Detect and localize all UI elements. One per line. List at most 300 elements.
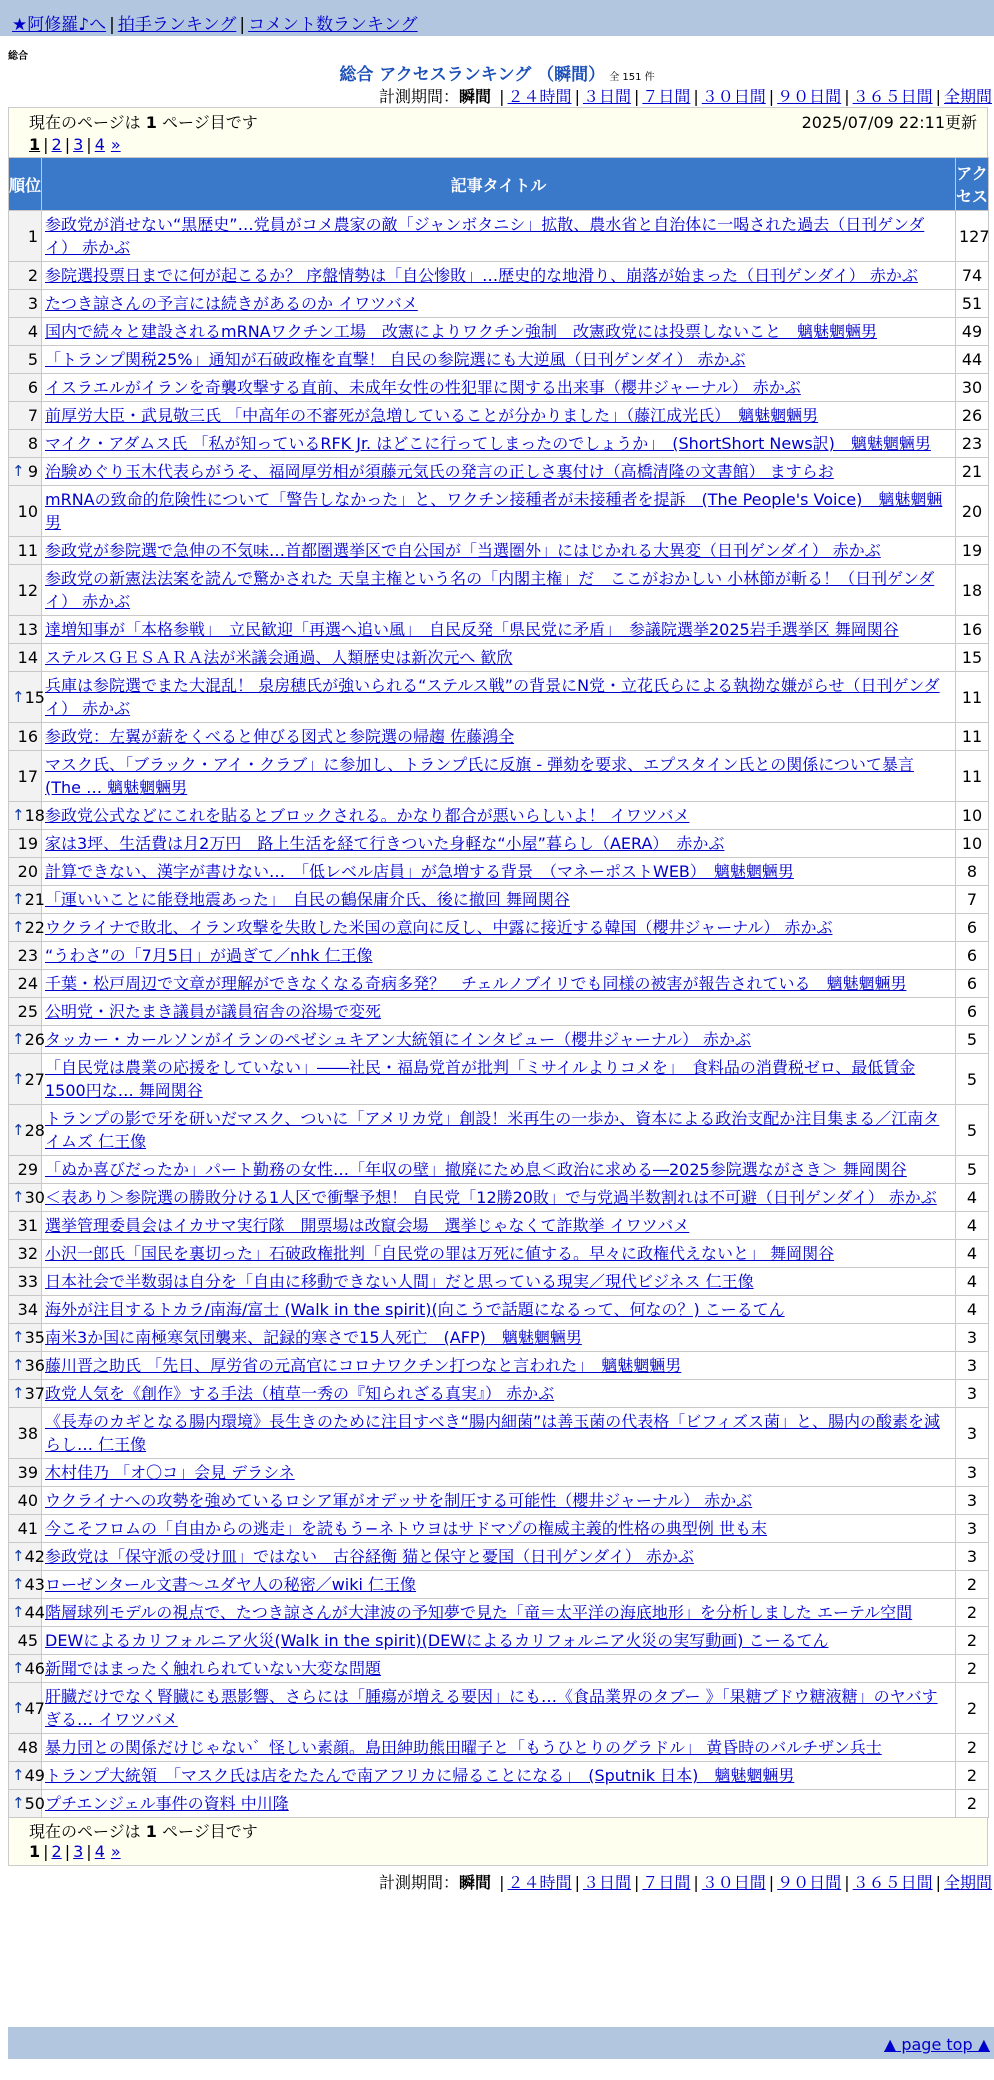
access-count: 4 bbox=[956, 1240, 989, 1268]
rank-number: 29 bbox=[17, 1160, 38, 1179]
arrow-up-icon: ↑ bbox=[12, 687, 25, 706]
rank-cell bbox=[9, 565, 42, 616]
article-link[interactable]: “うわさ”の「7月5日」が過ぎて／nhk 仁王像 bbox=[45, 946, 373, 965]
rank-cell bbox=[9, 751, 42, 802]
table-row bbox=[9, 1599, 989, 1627]
article-link[interactable]: ステルスＧＥＳＡＲＡ法が米議会通過、人類歴史は新次元へ 歓欣 bbox=[45, 648, 513, 667]
period-selector bbox=[0, 84, 994, 107]
access-count: 23 bbox=[956, 430, 989, 458]
article-link[interactable]: 参政党の新憲法法案を読んで驚かされた 天皇主権という名の「内閣主権」だ ここがおかしい 小林節が斬る！（日刊ゲンダイ） 赤かぶ bbox=[45, 569, 935, 611]
article-link[interactable]: 「自民党は農業の応援をしていない」――社民・福島党首が批判「ミサイルよりコメを」 食料品の消費税ゼロ、最低賃金1500円な… 舞岡関谷 bbox=[45, 1058, 916, 1100]
access-count: 74 bbox=[956, 262, 989, 290]
pager-link[interactable]: 4 bbox=[94, 1842, 105, 1861]
rank-cell bbox=[9, 402, 42, 430]
pager-box-bottom bbox=[8, 1818, 988, 1866]
access-count: 4 bbox=[956, 1212, 989, 1240]
article-link[interactable]: マイク・アダムス氏 「私が知っているRFK Jr. はどこに行ってしまったのでしょうか」 (ShortShort News訳) 魑魅魍魎男 bbox=[45, 434, 931, 453]
table-row bbox=[9, 1683, 989, 1734]
rank-number: 46 bbox=[24, 1659, 45, 1678]
table-row bbox=[9, 644, 989, 672]
pager bbox=[29, 135, 977, 154]
article-link[interactable]: 公明党・沢たまき議員が議員宿舎の浴場で変死 bbox=[45, 1002, 382, 1021]
period-link[interactable]: ３０日間 bbox=[701, 1873, 766, 1892]
rank-cell bbox=[9, 486, 42, 537]
title-cell bbox=[42, 1268, 956, 1296]
access-count: 30 bbox=[956, 374, 989, 402]
arrow-up-icon: ↑ bbox=[12, 918, 25, 936]
access-count: 3 bbox=[956, 1543, 989, 1571]
separator: | bbox=[64, 1842, 71, 1861]
rank-cell bbox=[9, 211, 42, 262]
title-cell bbox=[42, 644, 956, 672]
table-row bbox=[9, 1734, 989, 1762]
separator: | bbox=[574, 1873, 580, 1892]
rank-number: 5 bbox=[27, 350, 38, 369]
article-link[interactable]: ＜表あり＞参院選の勝敗分ける1人区で衝撃予想！ 自民党「12勝20敗」で与党過半数割れは不可避（日刊ゲンダイ） 赤かぶ bbox=[45, 1188, 937, 1207]
article-link[interactable]: 達増知事が「本格参戦」 立民歓迎「再選へ追い風」 自民反発「県民党に矛盾」 参議院選挙2025岩手選挙区 舞岡関谷 bbox=[45, 620, 899, 639]
access-count: 2 bbox=[956, 1683, 989, 1734]
title-cell bbox=[42, 970, 956, 998]
table-row bbox=[9, 1026, 989, 1054]
rank-number: 44 bbox=[24, 1603, 45, 1622]
article-link[interactable]: 新聞ではまったく触れられていない大変な問題 bbox=[45, 1659, 382, 1678]
access-count: 6 bbox=[956, 942, 989, 970]
arrow-up-icon: ↑ bbox=[12, 1384, 25, 1402]
period-current: 瞬間 bbox=[459, 87, 492, 106]
rank-cell bbox=[9, 723, 42, 751]
article-link[interactable]: 前厚労大臣・武見敬三氏 「中高年の不審死が急増していることが分かりました」（藤江成光氏） 魑魅魍魎男 bbox=[45, 406, 819, 425]
title-cell bbox=[42, 262, 956, 290]
separator: | bbox=[499, 87, 505, 106]
article-link[interactable]: たつき諒さんの予言には続きがあるのか イワツバメ bbox=[45, 294, 418, 313]
rank-number: 1 bbox=[27, 226, 38, 246]
access-count: 2 bbox=[956, 1762, 989, 1790]
access-count: 7 bbox=[956, 886, 989, 914]
title-cell bbox=[42, 1627, 956, 1655]
table-row bbox=[9, 1543, 989, 1571]
table-row bbox=[9, 1156, 989, 1184]
title-cell bbox=[42, 1352, 956, 1380]
article-link[interactable]: トランプの影で牙を研いだマスク、ついに「アメリカ党」創設！米再生の一歩か、資本による政治支配か注目集まる／江南タイムズ 仁王像 bbox=[45, 1109, 940, 1151]
table-row bbox=[9, 942, 989, 970]
title-cell bbox=[42, 486, 956, 537]
rank-cell bbox=[9, 886, 45, 914]
article-link[interactable]: 日本社会で半数弱は自分を「自由に移動できない人間」だと思っている現実／現代ビジネス 仁王像 bbox=[45, 1272, 754, 1291]
arrow-up-icon: ↑ bbox=[12, 1188, 25, 1206]
rank-cell bbox=[9, 458, 42, 486]
access-count: 8 bbox=[956, 858, 989, 886]
access-count: 10 bbox=[956, 802, 989, 830]
separator: | bbox=[574, 87, 580, 106]
rank-number: 6 bbox=[27, 378, 38, 397]
article-link[interactable]: 木村佳乃 「オ〇コ」会見 デラシネ bbox=[45, 1463, 295, 1482]
separator: | bbox=[633, 87, 640, 106]
arrow-up-icon: ↑ bbox=[12, 1120, 25, 1139]
rank-cell bbox=[9, 644, 42, 672]
table-row bbox=[9, 1515, 989, 1543]
article-link[interactable]: ウクライナで敗北、イラン攻撃を失敗した米国の意向に反し、中露に接近する韓国（櫻井ジャーナル） 赤かぶ bbox=[45, 918, 833, 937]
rank-cell bbox=[9, 1240, 42, 1268]
title-cell bbox=[42, 458, 956, 486]
rank-number: 3 bbox=[27, 294, 38, 313]
rank-cell bbox=[9, 914, 45, 942]
pager-link[interactable]: 2 bbox=[51, 135, 62, 154]
access-count: 26 bbox=[956, 402, 989, 430]
pager bbox=[29, 1842, 977, 1861]
separator: | bbox=[43, 135, 49, 154]
item-count: 全 151 件 bbox=[609, 72, 655, 83]
article-link[interactable]: 参院選投票日までに何が起こるか？ 序盤情勢は「自公惨敗」…歴史的な地滑り、崩落が始まった（日刊ゲンダイ） 赤かぶ bbox=[45, 266, 918, 285]
article-link[interactable]: 小沢一郎氏「国民を裏切った」石破政権批判「自民党の罪は万死に値する。早々に政権代えないと」 舞岡関谷 bbox=[45, 1244, 835, 1263]
access-count: 5 bbox=[956, 1156, 989, 1184]
pager-box-top bbox=[8, 107, 988, 157]
access-count: 44 bbox=[956, 346, 989, 374]
article-link[interactable]: 千葉・松戸周辺で文章が理解ができなくなる奇病多発？ チェルノブイリでも同様の被害が報告されている 魑魅魍魎男 bbox=[45, 974, 907, 993]
header-rank: 順位 bbox=[9, 158, 42, 211]
table-row bbox=[9, 1571, 989, 1599]
rank-cell bbox=[9, 1352, 45, 1380]
table-row bbox=[9, 290, 989, 318]
rank-number: 2 bbox=[27, 266, 38, 285]
rank-cell bbox=[9, 1324, 45, 1352]
pager-link[interactable]: » bbox=[110, 135, 121, 154]
article-link[interactable]: 政党人気を《創作》する手法（植草一秀の『知られざる真実』） 赤かぶ bbox=[45, 1384, 555, 1403]
page-top-link[interactable]: ▲ page top ▲ bbox=[883, 2035, 990, 2054]
title-cell bbox=[42, 1026, 956, 1054]
title-cell bbox=[42, 1380, 956, 1408]
rank-number: 7 bbox=[27, 406, 38, 425]
rank-number: 24 bbox=[17, 974, 38, 993]
article-link[interactable]: 家は3坪、生活費は月2万円 路上生活を経て行きついた身軽な“小屋”暮らし（AERA） 赤かぶ bbox=[45, 834, 725, 853]
table-row bbox=[9, 858, 989, 886]
table-row bbox=[9, 723, 989, 751]
article-link[interactable]: 海外が注目するトカラ/南海/富士 (Walk in the spirit)(向こうで話題になるって、何なの？) こーるてん bbox=[45, 1300, 785, 1319]
rank-number: 16 bbox=[17, 727, 38, 746]
article-link[interactable]: 参政党が消せない“黒歴史”…党員がコメ農家の敵「ジャンボタニシ」拡散、農水省と自治体に一喝された過去（日刊ゲンダイ） 赤かぶ bbox=[45, 215, 925, 257]
separator: | bbox=[935, 87, 941, 106]
article-link[interactable]: 階層球列モデルの視点で、たつき諒さんが大津波の予知夢で見た「竜＝太平洋の海底地形」を分析しました エーテル空間 bbox=[45, 1603, 913, 1622]
article-link[interactable]: mRNAの致命的危険性について「警告しなかった」と、ワクチン接種者が未接種者を提訴 (The People's Voice) 魑魅魍魎男 bbox=[45, 490, 943, 532]
top-nav-bar bbox=[0, 0, 994, 36]
title-cell bbox=[42, 211, 956, 262]
pager-link[interactable]: 3 bbox=[73, 1842, 84, 1861]
article-link[interactable]: マスク氏、「ブラック・アイ・クラブ」に参加し、トランプ氏に反旗 - 弾劾を要求、エプスタイン氏との関係について暴言 (The … 魑魅魍魎男 bbox=[45, 755, 914, 797]
rank-number: 12 bbox=[17, 580, 38, 600]
access-count: 5 bbox=[956, 1105, 989, 1156]
table-row bbox=[9, 346, 989, 374]
arrow-up-icon: ↑ bbox=[12, 1356, 25, 1374]
period-links bbox=[496, 87, 992, 106]
article-link[interactable]: 選挙管理委員会はイカサマ実行隊 開票場は改竄会場 選挙じゃなくて詐欺挙 イワツバメ bbox=[45, 1216, 690, 1235]
table-row bbox=[9, 1627, 989, 1655]
pager-link[interactable]: » bbox=[110, 1842, 121, 1861]
access-count: 49 bbox=[956, 318, 989, 346]
access-count: 20 bbox=[956, 486, 989, 537]
title-cell bbox=[42, 1487, 956, 1515]
access-count: 21 bbox=[956, 458, 989, 486]
table-row bbox=[9, 1762, 989, 1790]
article-link[interactable]: イスラエルがイランを奇襲攻撃する直前、未成年女性の性犯罪に関する出来事（櫻井ジャーナル） 赤かぶ bbox=[45, 378, 801, 397]
separator: | bbox=[693, 1873, 699, 1892]
rank-number: 13 bbox=[17, 620, 38, 639]
table-row bbox=[9, 914, 989, 942]
title-cell bbox=[42, 1762, 956, 1790]
access-count: 51 bbox=[956, 290, 989, 318]
header-title: 記事タイトル bbox=[42, 158, 956, 211]
table-row bbox=[9, 1240, 989, 1268]
table-row bbox=[9, 970, 989, 998]
title-cell bbox=[42, 402, 956, 430]
separator: | bbox=[693, 87, 699, 106]
table-row bbox=[9, 1105, 989, 1156]
table-row bbox=[9, 374, 989, 402]
rank-number: 22 bbox=[24, 918, 45, 937]
table-row bbox=[9, 1352, 989, 1380]
title-cell bbox=[42, 1324, 956, 1352]
rank-number: 30 bbox=[24, 1188, 45, 1207]
rank-cell bbox=[9, 1762, 45, 1790]
article-link[interactable]: 「トランプ関税25%」通知が石破政権を直撃！ 自民の参院選にも大逆風（日刊ゲンダイ） 赤かぶ bbox=[45, 350, 746, 369]
table-row bbox=[9, 1296, 989, 1324]
rank-cell bbox=[9, 1627, 42, 1655]
header-access: アクセス bbox=[956, 158, 989, 211]
access-count: 4 bbox=[956, 1268, 989, 1296]
arrow-up-icon: ↑ bbox=[12, 462, 25, 480]
rank-cell bbox=[9, 1655, 45, 1683]
separator: | bbox=[64, 135, 71, 154]
separator: | bbox=[844, 87, 850, 106]
access-count: 6 bbox=[956, 970, 989, 998]
rank-cell bbox=[9, 1543, 45, 1571]
article-link[interactable]: 肝臓だけでなく腎臓にも悪影響、さらには「腫瘍が増える要因」にも…《食品業界のタブー 》「果糖ブドウ糖液糖」のヤバすぎる… イワツバメ bbox=[45, 1687, 938, 1729]
period-link[interactable]: ７日間 bbox=[642, 1873, 691, 1892]
arrow-up-icon: ↑ bbox=[12, 1698, 25, 1717]
title-cell bbox=[42, 1212, 956, 1240]
title-cell bbox=[42, 1156, 956, 1184]
arrow-up-icon: ↑ bbox=[12, 1328, 25, 1346]
rank-number: 4 bbox=[27, 322, 38, 341]
article-link[interactable]: プチエンジェル事件の資料 中川隆 bbox=[45, 1794, 289, 1813]
rank-number: 37 bbox=[24, 1384, 45, 1403]
article-link[interactable]: 治験めぐり玉木代表らがうそ、福岡厚労相が須藤元気氏の発言の正しさ裏付け（高橋清隆の文書館） ますらお bbox=[45, 462, 834, 481]
article-link[interactable]: ローゼンタール文書〜ユダヤ人の秘密／wiki 仁王像 bbox=[45, 1575, 417, 1594]
access-count: 127 bbox=[956, 211, 989, 262]
rank-cell bbox=[9, 942, 42, 970]
article-link[interactable]: 参政党公式などにこれを貼るとブロックされる。かなり都合が悪いらしいよ！ イワツバメ bbox=[45, 806, 690, 825]
access-count: 5 bbox=[956, 1054, 989, 1105]
period-link[interactable]: ９０日間 bbox=[777, 1873, 842, 1892]
article-link[interactable]: 国内で続々と建設されるmRNAワクチン工場 改憲によりワクチン強制 改憲政党には投票しないこと 魑魅魍魎男 bbox=[45, 322, 878, 341]
access-count: 2 bbox=[956, 1627, 989, 1655]
table-row bbox=[9, 565, 989, 616]
rank-cell bbox=[9, 1683, 45, 1734]
period-label: 計測期間： bbox=[379, 87, 460, 106]
access-count: 15 bbox=[956, 644, 989, 672]
access-count: 5 bbox=[956, 1026, 989, 1054]
title-cell bbox=[42, 1296, 956, 1324]
title-cell bbox=[42, 1105, 956, 1156]
rank-cell bbox=[9, 1380, 45, 1408]
separator: | bbox=[768, 1873, 775, 1892]
rank-number: 34 bbox=[17, 1300, 38, 1319]
period-label: 計測期間： bbox=[379, 1873, 460, 1892]
rank-cell bbox=[9, 430, 42, 458]
article-link[interactable]: DEWによるカリフォルニア火災(Walk in the spirit)(DEWによるカリフォルニア火災の実写動画) こーるてん bbox=[45, 1631, 829, 1650]
updated-time: 2025/07/09 22:11更新 bbox=[801, 113, 977, 132]
rank-cell bbox=[9, 830, 42, 858]
article-link[interactable]: タッカー・カールソンがイランのペゼシュキアン大統領にインタビュー（櫻井ジャーナル） 赤かぶ bbox=[45, 1030, 752, 1049]
pager-link[interactable]: 4 bbox=[94, 135, 105, 154]
rank-number: 42 bbox=[24, 1547, 45, 1566]
title-cell bbox=[42, 565, 956, 616]
clap-ranking-link[interactable]: 拍手ランキング bbox=[117, 15, 237, 35]
period-link[interactable]: ３０日間 bbox=[701, 87, 766, 106]
separator: | bbox=[86, 135, 92, 154]
title-cell bbox=[42, 318, 956, 346]
access-count: 3 bbox=[956, 1352, 989, 1380]
category-label: 総合 bbox=[8, 51, 28, 62]
rank-number: 15 bbox=[24, 687, 45, 707]
rank-cell bbox=[9, 1599, 45, 1627]
article-link[interactable]: 「運いいことに能登地震あった」 自民の鶴保庸介氏、後に撤回 舞岡関谷 bbox=[45, 890, 570, 909]
table-row bbox=[9, 262, 989, 290]
rank-number: 50 bbox=[24, 1794, 45, 1813]
period-link[interactable]: ９０日間 bbox=[777, 87, 842, 106]
access-count: 2 bbox=[956, 1655, 989, 1683]
access-count: 2 bbox=[956, 1734, 989, 1762]
separator: | bbox=[43, 1842, 49, 1861]
separator: | bbox=[109, 15, 115, 35]
table-row bbox=[9, 802, 989, 830]
table-row bbox=[9, 616, 989, 644]
separator: | bbox=[239, 15, 246, 35]
article-link[interactable]: 参政党：左翼が薪をくべると伸びる図式と参院選の帰趨 佐藤鴻全 bbox=[45, 727, 515, 746]
page-title: 総合 アクセスランキング （瞬間） bbox=[339, 65, 606, 85]
rank-number: 28 bbox=[24, 1120, 45, 1140]
period-link[interactable]: 全期間 bbox=[943, 1873, 992, 1892]
comment-ranking-link[interactable]: コメント数ランキング bbox=[248, 15, 418, 35]
access-count: 3 bbox=[956, 1515, 989, 1543]
period-link[interactable]: ２４時間 bbox=[507, 1873, 572, 1892]
rank-number: 36 bbox=[24, 1356, 45, 1375]
article-link[interactable]: 今こそフロムの「自由からの逃走」を読もう−ネトウヨはサドマゾの権威主義的性格の典型例 世も末 bbox=[45, 1519, 768, 1538]
period-link[interactable]: ３日間 bbox=[582, 1873, 631, 1892]
rank-number: 26 bbox=[24, 1030, 45, 1049]
rank-cell bbox=[9, 374, 42, 402]
access-count: 6 bbox=[956, 998, 989, 1026]
table-row bbox=[9, 458, 989, 486]
period-link[interactable]: 全期間 bbox=[943, 87, 992, 106]
rank-cell bbox=[9, 616, 42, 644]
rank-number: 19 bbox=[17, 834, 38, 853]
article-link[interactable]: 兵庫は参院選でまた大混乱！ 泉房穂氏が強いられる“ステルス戦”の背景にN党・立花氏らによる執拗な嫌がらせ（日刊ゲンダイ） 赤かぶ bbox=[45, 676, 940, 718]
title-cell bbox=[42, 914, 956, 942]
title-cell bbox=[42, 723, 956, 751]
period-link[interactable]: ２４時間 bbox=[507, 87, 572, 106]
rank-number: 9 bbox=[27, 462, 38, 481]
article-link[interactable]: トランプ大統領 「マスク氏は店をたたんで南アフリカに帰ることになる」 (Sputnik 日本) 魑魅魍魎男 bbox=[45, 1766, 795, 1785]
period-link[interactable]: ３６５日間 bbox=[852, 87, 933, 106]
title-cell bbox=[42, 1515, 956, 1543]
access-count: 10 bbox=[956, 830, 989, 858]
title-cell bbox=[42, 1790, 956, 1818]
access-count: 11 bbox=[956, 751, 989, 802]
separator: | bbox=[768, 87, 775, 106]
home-link[interactable]: ★阿修羅♪へ bbox=[12, 15, 107, 35]
separator: | bbox=[633, 1873, 640, 1892]
table-row bbox=[9, 1380, 989, 1408]
pager-link[interactable]: 3 bbox=[73, 135, 84, 154]
rank-number: 49 bbox=[24, 1766, 45, 1785]
page-info: 現在のページは 1 ページ目です bbox=[29, 113, 258, 132]
article-link[interactable]: 参政党は「保守派の受け皿」ではない 古谷経衡 猫と保守と憂国（日刊ゲンダイ） 赤かぶ bbox=[45, 1547, 694, 1566]
separator: | bbox=[935, 1873, 941, 1892]
rank-number: 25 bbox=[17, 1002, 38, 1021]
table-row bbox=[9, 318, 989, 346]
rank-cell bbox=[9, 537, 42, 565]
article-link[interactable]: 藤川晋之助氏 「先日、厚労省の元高官にコロナワクチン打つなと言われた」 魑魅魍魎男 bbox=[45, 1356, 682, 1375]
period-link[interactable]: ３日間 bbox=[582, 87, 631, 106]
title-cell bbox=[42, 1683, 956, 1734]
rank-number: 41 bbox=[17, 1519, 38, 1538]
rank-number: 21 bbox=[24, 890, 45, 909]
rank-cell bbox=[9, 1156, 42, 1184]
rank-number: 32 bbox=[17, 1244, 38, 1263]
bottom-bar bbox=[8, 2027, 994, 2059]
article-link[interactable]: ウクライナへの攻勢を強めているロシア軍がオデッサを制圧する可能性（櫻井ジャーナル） 赤かぶ bbox=[45, 1491, 753, 1510]
rank-cell bbox=[9, 1054, 45, 1105]
title-cell bbox=[42, 1571, 956, 1599]
rank-number: 35 bbox=[24, 1328, 45, 1347]
access-count: 19 bbox=[956, 537, 989, 565]
separator: | bbox=[86, 1842, 92, 1861]
title-cell bbox=[42, 1543, 956, 1571]
title-cell bbox=[42, 537, 956, 565]
article-link[interactable]: 暴力団との関係だけじゃない゛怪しい素顔。島田紳助熊田曜子と「もうひとりのグラドル」 黄昏時のバルチザン兵士 bbox=[45, 1738, 882, 1757]
rank-number: 39 bbox=[17, 1463, 38, 1482]
period-link[interactable]: ７日間 bbox=[642, 87, 691, 106]
article-link[interactable]: 計算できない、漢字が書けない… 「低レベル店員」が急増する背景 （マネーポストWEB） 魑魅魍魎男 bbox=[45, 862, 794, 881]
period-link[interactable]: ３６５日間 bbox=[852, 1873, 933, 1892]
access-count: 3 bbox=[956, 1324, 989, 1352]
title-cell bbox=[42, 1734, 956, 1762]
rank-number: 17 bbox=[17, 766, 38, 786]
rank-number: 33 bbox=[17, 1272, 38, 1291]
access-count: 11 bbox=[956, 672, 989, 723]
arrow-up-icon: ↑ bbox=[12, 890, 25, 908]
article-link[interactable]: 参政党が参院選で急伸の不気味…首都圏選挙区で自公国が「当選圏外」にはじかれる大異変（日刊ゲンダイ） 赤かぶ bbox=[45, 541, 881, 560]
rank-number: 47 bbox=[24, 1698, 45, 1718]
article-link[interactable]: 《長寿のカギとなる腸内環境》長生きのために注目すべき“腸内細菌”は善玉菌の代表格「ビフィズス菌」と、腸内の酸素を減らし… 仁王像 bbox=[45, 1412, 940, 1454]
table-row bbox=[9, 402, 989, 430]
rank-cell bbox=[9, 290, 42, 318]
rank-cell bbox=[9, 802, 45, 830]
rank-number: 45 bbox=[17, 1631, 38, 1650]
title-cell bbox=[42, 430, 956, 458]
rank-number: 11 bbox=[17, 541, 38, 560]
pager-link[interactable]: 2 bbox=[51, 1842, 62, 1861]
article-link[interactable]: 「ぬか喜びだったか」パート勤務の女性…「年収の壁」撤廃にため息＜政治に求める―2025参院選ながさき＞ 舞岡関谷 bbox=[45, 1160, 907, 1179]
article-link[interactable]: 南米3か国に南極寒気団襲来、記録的寒さで15人死亡 (AFP) 魑魅魍魎男 bbox=[45, 1328, 582, 1347]
rank-cell bbox=[9, 1026, 45, 1054]
title-cell bbox=[42, 942, 956, 970]
title-cell bbox=[42, 998, 956, 1026]
rank-number: 18 bbox=[24, 806, 45, 825]
access-count: 2 bbox=[956, 1599, 989, 1627]
rank-cell bbox=[9, 1408, 42, 1459]
rank-number: 40 bbox=[17, 1491, 38, 1510]
access-count: 4 bbox=[956, 1296, 989, 1324]
